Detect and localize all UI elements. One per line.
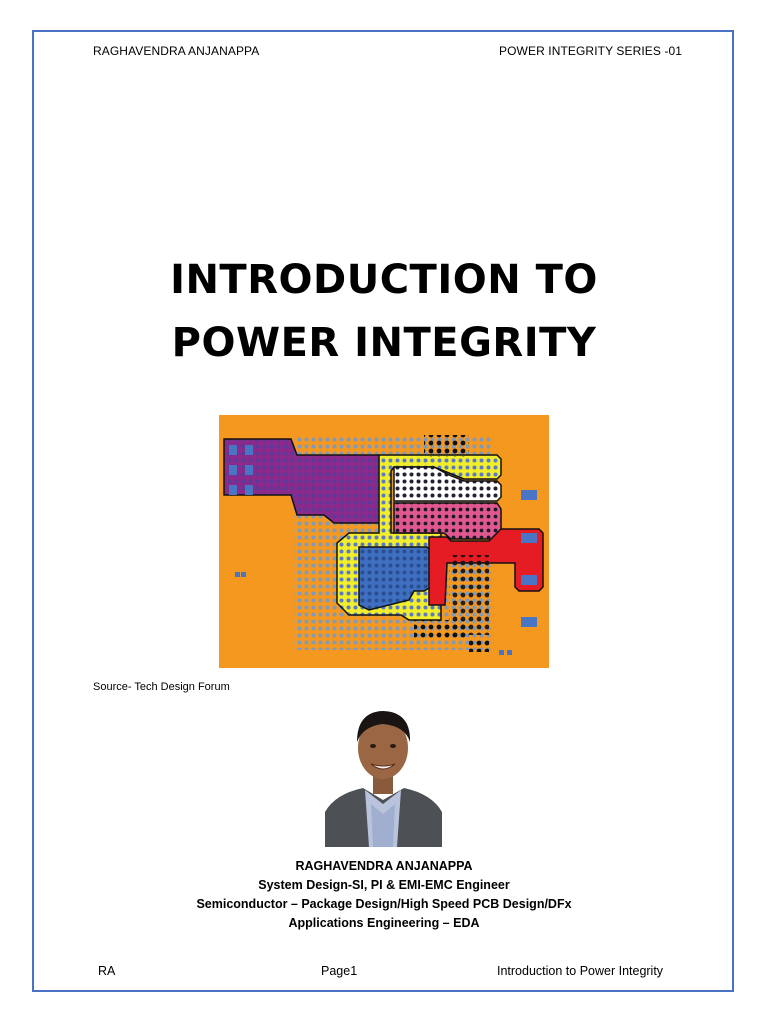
- pcb-pink-plane: [394, 503, 501, 539]
- footer-doc-title: Introduction to Power Integrity: [497, 964, 664, 978]
- pcb-layout-figure: [219, 415, 549, 668]
- document-title-line2: POWER INTEGRITY: [171, 320, 597, 366]
- author-role: System Design-SI, PI & EMI-EMC Engineer: [258, 878, 510, 892]
- author-specialty: Semiconductor – Package Design/High Speed PCB Design/DFx: [196, 897, 572, 911]
- figure-caption: Source- Tech Design Forum: [93, 681, 230, 693]
- footer-initials: RA: [98, 964, 116, 978]
- author-dept: Applications Engineering – EDA: [288, 916, 480, 930]
- footer-page-number: Page1: [321, 964, 358, 978]
- header-series: POWER INTEGRITY SERIES -01: [499, 44, 683, 58]
- author-photo: [325, 704, 442, 847]
- author-name: RAGHAVENDRA ANJANAPPA: [295, 859, 473, 873]
- author-block: [0, 857, 768, 933]
- document-title-line1: INTRODUCTION TO: [170, 257, 598, 303]
- header-author: RAGHAVENDRA ANJANAPPA: [93, 44, 260, 58]
